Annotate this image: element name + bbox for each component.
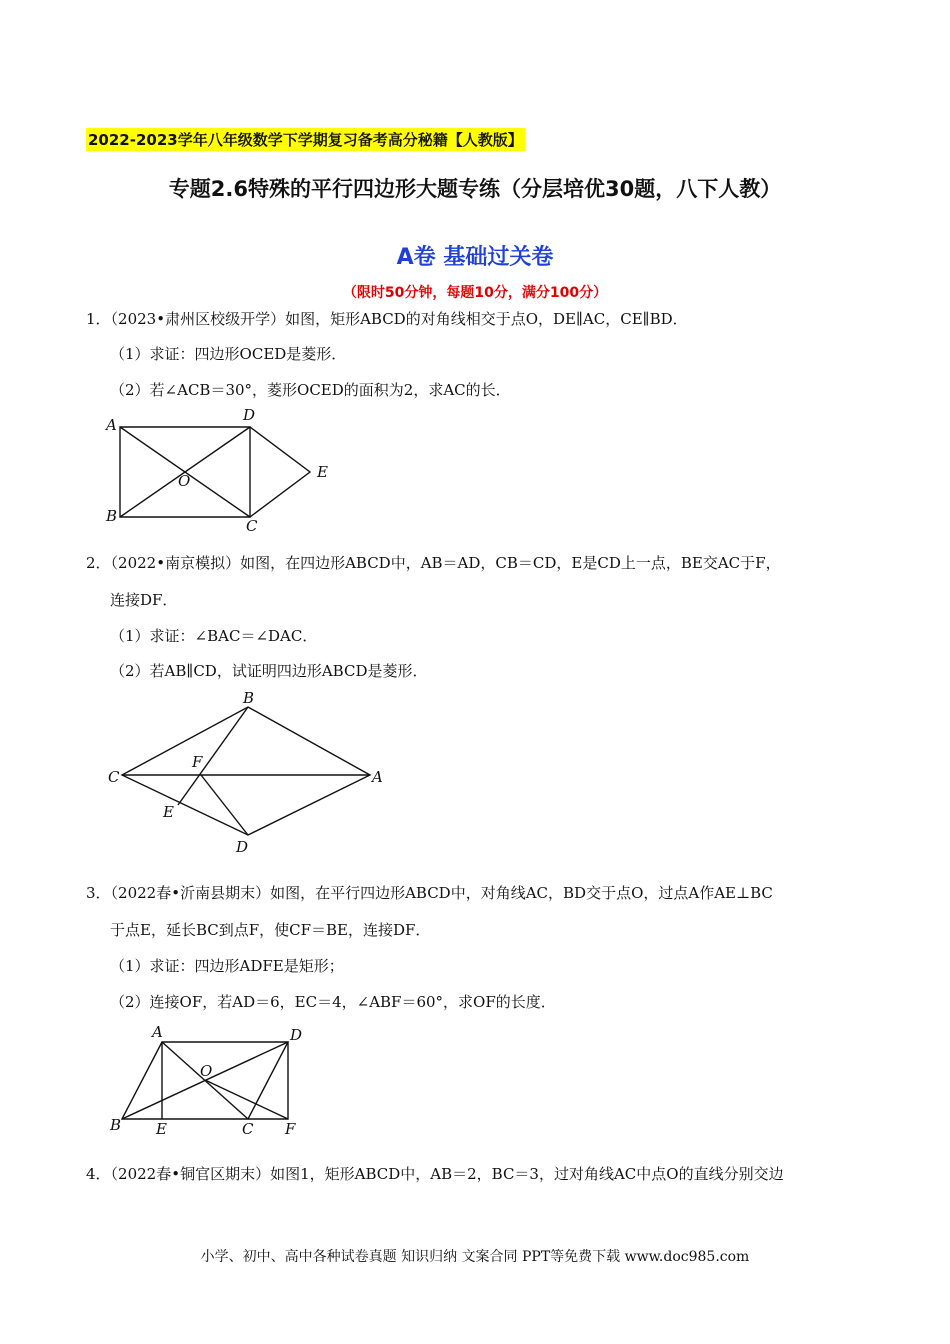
label-f: F: [285, 1120, 296, 1138]
problem-1-stem: 1．（2023•肃州区校级开学）如图，矩形ABCD的对角线相交于点O，DE∥AC，CE∥BD．: [86, 310, 688, 328]
segment-of: [205, 1080, 288, 1119]
label-b: B: [110, 1116, 122, 1134]
problem-4-stem: 4．（2022春•铜官区期末）如图1，矩形ABCD中，AB＝2，BC＝3，过对角线AC中点O的直线分别交边: [86, 1165, 784, 1183]
problem-2-stem-continued: 连接DF．: [110, 591, 178, 609]
problem-3-stem: 3．（2022春•沂南县期末）如图，在平行四边形ABCD中，对角线AC，BD交于点O，过点A作AE⊥BC: [86, 884, 773, 902]
label-d: D: [243, 406, 256, 424]
page-footer: 小学、初中、高中各种试卷真题 知识归纳 文案合同 PPT等免费下载 www.doc985.com: [200, 1249, 750, 1265]
problem-3-part-1: （1）求证：四边形ADFE是矩形；: [110, 957, 344, 975]
quadrilateral-abcd: [122, 707, 370, 835]
label-f: F: [192, 753, 203, 771]
problem-2-stem: 2．（2022•南京模拟）如图，在四边形ABCD中，AB＝AD，CB＝CD，E是CD上一点，BE交AC于F，: [86, 554, 781, 572]
label-a: A: [372, 768, 383, 786]
problem-1-part-2: （2）若∠ACB＝30°，菱形OCED的面积为2，求AC的长．: [110, 381, 511, 399]
label-e: E: [317, 463, 328, 481]
label-o: O: [178, 472, 191, 490]
label-o: O: [200, 1062, 213, 1080]
problem-3-stem-continued: 于点E，延长BC到点F，使CF＝BE，连接DF．: [110, 921, 431, 939]
label-d: D: [236, 838, 249, 856]
label-b: B: [106, 507, 118, 525]
label-b: B: [243, 689, 255, 707]
section-heading: A卷 基础过关卷: [396, 245, 554, 270]
label-a: A: [152, 1023, 163, 1041]
problem-1-part-1: （1）求证：四边形OCED是菱形．: [110, 345, 347, 363]
label-c: C: [242, 1120, 254, 1138]
page-title: 专题2.6特殊的平行四边形大题专练（分层培优30题，八下人教）: [168, 177, 782, 201]
problem-1-figure: [100, 400, 350, 535]
label-d: D: [290, 1026, 303, 1044]
problem-2-figure: [100, 685, 400, 860]
problem-3-figure: [100, 1020, 330, 1140]
problem-2-part-1: （1）求证：∠BAC＝∠DAC．: [110, 627, 318, 645]
series-banner: 2022-2023学年八年级数学下学期复习备考高分秘籍【人教版】: [86, 128, 525, 151]
problem-3-part-2: （2）连接OF，若AD＝6，EC＝4，∠ABF＝60°，求OF的长度．: [110, 993, 556, 1011]
segments-de-ce: [250, 427, 310, 517]
label-c: C: [108, 768, 120, 786]
segment-fd: [201, 775, 248, 835]
time-limit-note: （限时50分钟，每题10分，满分100分）: [342, 285, 608, 301]
label-a: A: [106, 416, 117, 434]
label-c: C: [246, 517, 258, 535]
label-e: E: [163, 803, 174, 821]
label-e: E: [156, 1120, 167, 1138]
problem-2-part-2: （2）若AB∥CD，试证明四边形ABCD是菱形．: [110, 662, 428, 680]
